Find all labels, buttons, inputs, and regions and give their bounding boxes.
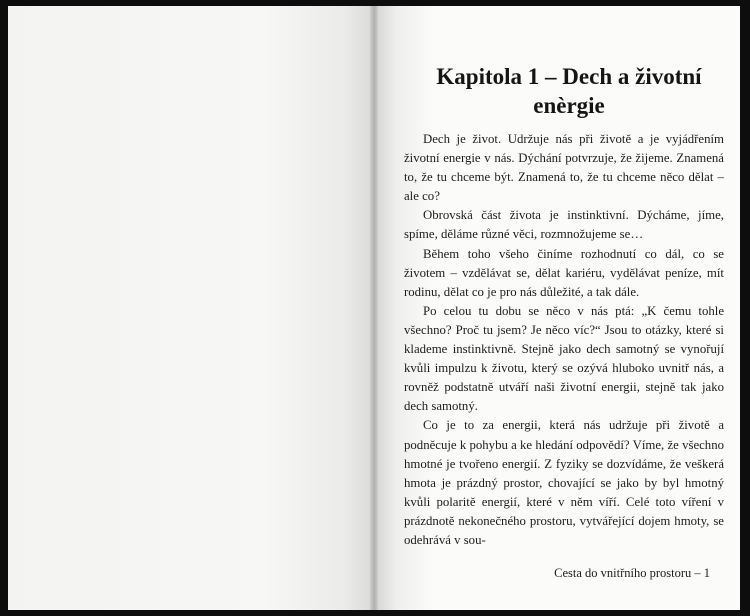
- paragraph: Po celou tu dobu se něco v nás ptá: „K čemu tohle všechno? Proč tu jsem? Je něco víc?“ Jsou to otázky, které si klademe instinktivně. Stejně jako dech samotný se vynořují kvůli impulzu k životu, který se ozývá hluboko uvnitř nás, a rovněž podstatně utváří naši životní energii, stejně tak jako dech samotný.: [404, 303, 724, 414]
- chapter-body: [404, 130, 724, 550]
- page-number: 1: [703, 566, 710, 580]
- footer-separator: –: [694, 566, 701, 580]
- right-page: [374, 6, 740, 610]
- left-page: [8, 6, 374, 610]
- paragraph: Během toho všeho činíme rozhodnutí co dál, co se životem – vzdělávat se, dělat kariéru, vydělávat peníze, mít rodinu, dělat co je pro nás důležité, a tak dále.: [404, 246, 724, 299]
- chapter-title-line-1: Kapitola 1 – Dech a životní: [436, 64, 702, 89]
- book-gutter: [370, 6, 378, 610]
- running-title: Cesta do vnitřního prostoru: [554, 566, 692, 580]
- paragraph: Dech je život. Udržuje nás při životě a je vyjádřením životní energie v nás. Dýchání potvrzuje, že žijeme. Znamená to, že tu chceme být. Znamená to, že tu chceme něco dělat – ale co?: [404, 132, 724, 204]
- paragraph: Co je to za energii, která nás udržuje při životě a podněcuje k pohybu a ke hledání odpovědí? Víme, že všechno hmotné je tvořeno energií. Z fyziky se dozvídáme, že veškerá hmota je prázdný prostor, chovající se jako by byl hmotný kvůli polaritě energií, které v něm víří. Celé toto víření v prázdnotě nekonečného prostoru, vytvářející dojem hmoty, se odehrává v sou-: [404, 418, 724, 547]
- book-spread: [8, 6, 740, 610]
- page-footer: [554, 566, 710, 581]
- paragraph: Obrovská část života je instinktivní. Dýcháme, jíme, spíme, děláme různé věci, rozmnožujeme se…: [404, 208, 724, 242]
- chapter-title: [404, 62, 734, 120]
- chapter-title-line-2: enèrgie: [533, 93, 605, 118]
